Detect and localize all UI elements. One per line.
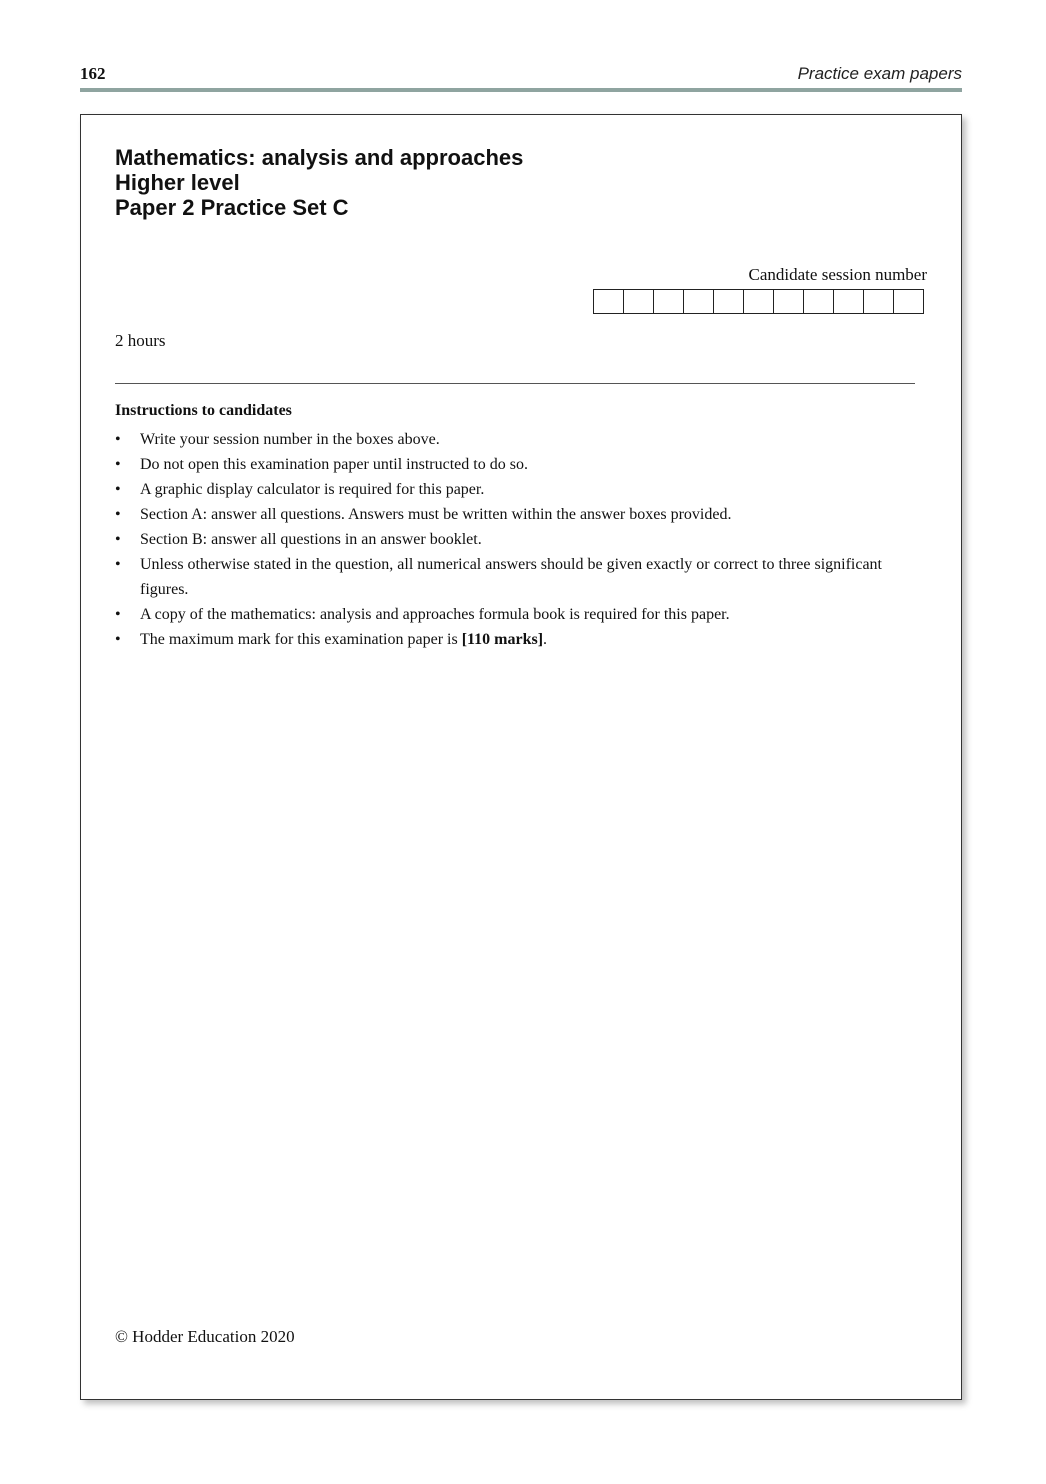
- bullet-icon: •: [115, 481, 121, 498]
- running-title: Practice exam papers: [797, 64, 962, 83]
- session-number-box[interactable]: [774, 289, 804, 314]
- bullet-icon: •: [115, 506, 121, 523]
- bullet-icon: •: [115, 431, 121, 448]
- instruction-text: A graphic display calculator is required for this paper.: [140, 481, 485, 498]
- session-number-box[interactable]: [684, 289, 714, 314]
- instruction-item: [115, 552, 925, 602]
- instruction-item: [115, 602, 925, 627]
- instructions-heading: Instructions to candidates: [115, 402, 292, 419]
- session-number-box[interactable]: [744, 289, 774, 314]
- exam-title-block: [115, 145, 523, 220]
- instruction-text: Section B: answer all questions in an answer booklet.: [140, 531, 482, 548]
- instruction-item: [115, 527, 925, 552]
- instruction-text: The maximum mark for this examination paper is: [140, 631, 462, 648]
- instructions-list: [115, 427, 925, 652]
- instruction-text: Section A: answer all questions. Answers must be written within the answer boxes provided.: [140, 506, 732, 523]
- exam-subject-title: Mathematics: analysis and approaches: [115, 145, 524, 170]
- session-number-box[interactable]: [654, 289, 684, 314]
- session-number-boxes: [593, 289, 924, 314]
- instruction-text: Do not open this examination paper until instructed to do so.: [140, 456, 528, 473]
- bullet-icon: •: [115, 606, 121, 623]
- instruction-text: Unless otherwise stated in the question, all numerical answers should be given exactly or correct to three significant figures.: [140, 556, 882, 598]
- bullet-icon: •: [115, 631, 121, 648]
- header-rule: [80, 88, 962, 92]
- instruction-text: Write your session number in the boxes above.: [140, 431, 440, 448]
- bullet-icon: •: [115, 556, 121, 573]
- exam-duration: 2 hours: [115, 331, 166, 350]
- running-header: [80, 64, 962, 86]
- instruction-item: [115, 502, 925, 527]
- session-number-box[interactable]: [864, 289, 894, 314]
- session-number-box[interactable]: [714, 289, 744, 314]
- exam-cover-frame: [80, 114, 962, 1400]
- divider-line: [115, 383, 915, 384]
- session-number-box[interactable]: [894, 289, 924, 314]
- instruction-item: [115, 427, 925, 452]
- exam-level: Higher level: [115, 170, 240, 195]
- page-number: 162: [80, 64, 106, 83]
- instruction-text: A copy of the mathematics: analysis and approaches formula book is required for this paper.: [140, 606, 730, 623]
- exam-paper-name: Paper 2 Practice Set C: [115, 195, 349, 220]
- session-number-box[interactable]: [624, 289, 654, 314]
- session-number-label: Candidate session number: [748, 265, 927, 284]
- bullet-icon: •: [115, 456, 121, 473]
- copyright-notice: © Hodder Education 2020: [115, 1327, 295, 1346]
- bullet-icon: •: [115, 531, 121, 548]
- session-number-box[interactable]: [804, 289, 834, 314]
- session-number-box[interactable]: [834, 289, 864, 314]
- instruction-item: [115, 627, 925, 652]
- session-number-box[interactable]: [594, 289, 624, 314]
- instruction-item: [115, 452, 925, 477]
- max-marks-value: [110 marks]: [461, 631, 544, 648]
- instruction-item: [115, 477, 925, 502]
- instruction-text-end: .: [543, 631, 548, 648]
